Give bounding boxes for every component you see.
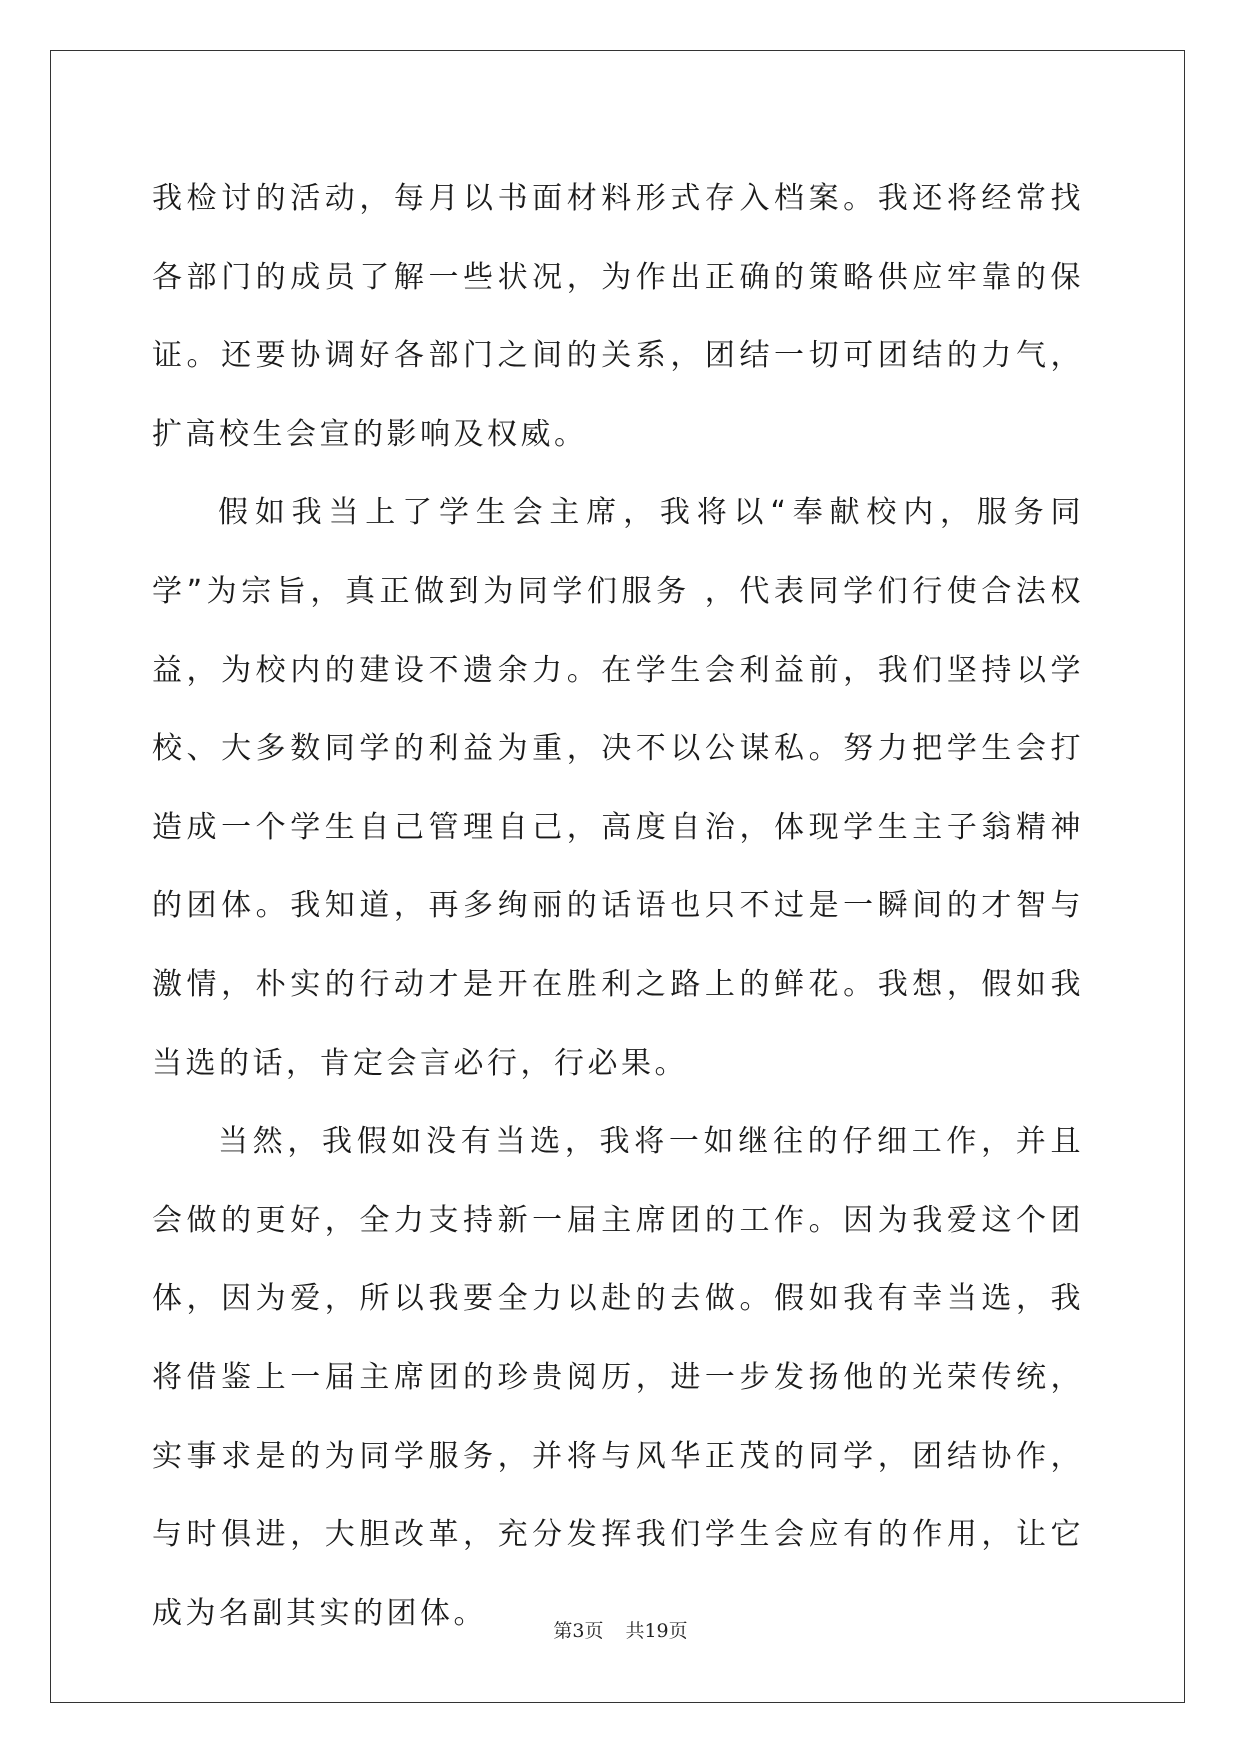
page-total: 共19页 <box>625 1620 688 1642</box>
paragraph-2: 假如我当上了学生会主席，我将以“奉献校内，服务同学”为宗旨，真正做到为同学们服务 ，代表同学们行使合法权益，为校内的建设不遗余力。在学生会利益前，我们坚持以学校、大多数同学的利益为重，决不以公谋私。努力把学生会打造成一个学生自己管理自己，高度自治，体现学生主子翁精神的团体。我知道，再多绚丽的话语也只不过是一瞬间的才智与激情，朴实的行动才是开在胜利之路上的鲜花。我想，假如我当选的话，肯定会言必行，行必果。 <box>152 495 1084 1081</box>
page-number: 第3页 <box>553 1620 604 1642</box>
paragraph-3: 当然，我假如没有当选，我将一如继往的仔细工作，并且会做的更好，全力支持新一届主席团的工作。因为我爱这个团体，因为爱，所以我要全力以赴的去做。假如我有幸当选，我将借鉴上一届主席团的珍贵阅历，进一步发扬他的光荣传统，实事求是的为同学服务，并将与风华正茂的同学，团结协作，与时俱进，大胆改革，充分发挥我们学生会应有的作用，让它成为名副其实的团体。 <box>152 1124 1084 1631</box>
document-body <box>152 160 1084 1653</box>
paragraph-1: 我检讨的活动，每月以书面材料形式存入档案。我还将经常找各部门的成员了解一些状况，为作出正确的策略供应牢靠的保证。还要协调好各部门之间的关系，团结一切可团结的力气，扩高校生会宣的影响及权威。 <box>152 181 1084 452</box>
page-footer <box>0 1616 1241 1643</box>
